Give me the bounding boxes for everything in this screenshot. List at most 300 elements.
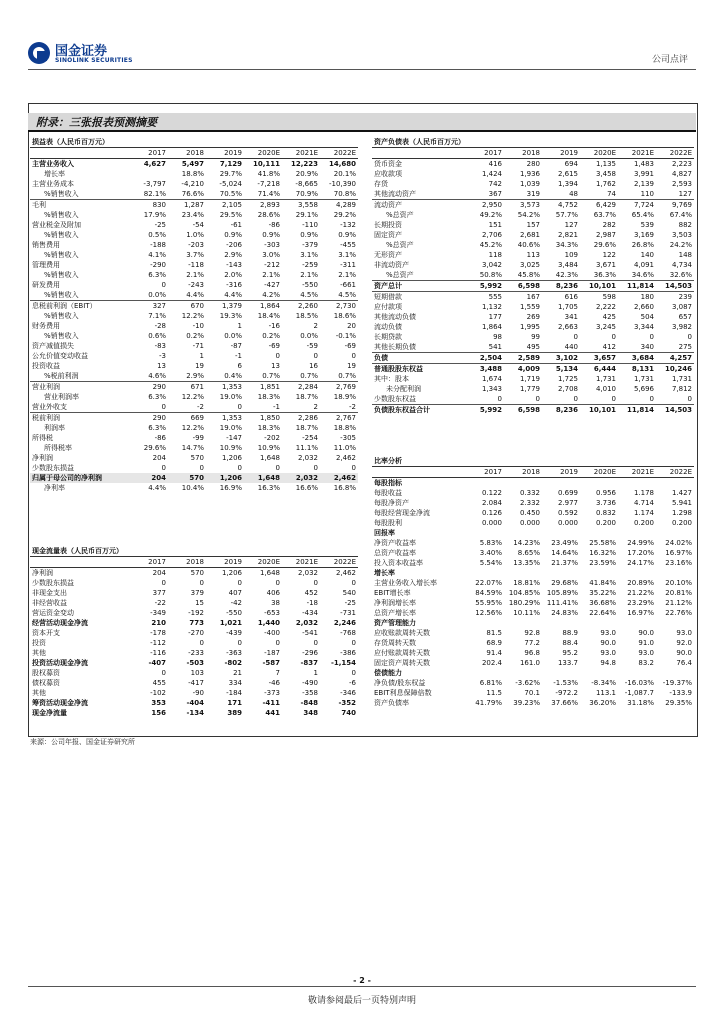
table-row — [30, 189, 358, 200]
table-row — [372, 578, 694, 588]
row-value: -87 — [230, 342, 242, 350]
row-value: 122 — [602, 251, 616, 259]
table-row — [30, 678, 358, 688]
row-value: 4,734 — [671, 261, 692, 269]
table-row — [30, 260, 358, 270]
row-value: 171 — [227, 699, 242, 707]
row-value: -143 — [226, 261, 242, 269]
year-header: 2018 — [168, 557, 206, 568]
row-value: 3.1% — [338, 251, 356, 259]
row-value: 18.81% — [513, 579, 540, 587]
row-value: -71 — [192, 342, 204, 350]
ratio-analysis — [372, 456, 694, 708]
table-row — [372, 608, 694, 618]
row-value: 1,779 — [519, 385, 540, 393]
table-row — [372, 558, 694, 568]
row-value: 22.76% — [665, 609, 692, 617]
row-value: 0 — [542, 394, 580, 405]
row-value: 0.4% — [206, 371, 244, 382]
row-value: -346 — [340, 689, 356, 697]
row-value: -8.34% — [591, 679, 616, 687]
table-row — [372, 220, 694, 230]
table-row — [372, 250, 694, 260]
row-value: 10.4% — [181, 484, 204, 492]
row-value: 4,827 — [671, 170, 692, 178]
row-value: 2,139 — [633, 180, 654, 188]
row-value: -4,210 — [181, 180, 204, 188]
row-label: 主营业务收入 — [32, 160, 74, 168]
income-heading: 损益表（人民币百万元） — [30, 137, 358, 148]
row-value: 1,379 — [221, 302, 242, 310]
ratio-group-row — [372, 528, 694, 538]
row-value: -134 — [186, 709, 204, 717]
row-value: 1,762 — [595, 180, 616, 188]
row-label: 资产总计 — [372, 281, 466, 292]
row-value: 156 — [151, 709, 166, 717]
row-value: 3.7% — [186, 251, 204, 259]
row-value: 8,131 — [631, 365, 654, 373]
row-value: 4.714 — [633, 499, 654, 507]
row-value: 2,769 — [335, 383, 356, 391]
row-value: 10.9% — [219, 444, 242, 452]
row-value: 18.8% — [333, 424, 356, 432]
row-value: 36.68% — [589, 599, 616, 607]
row-value: 29.1% — [295, 211, 318, 219]
table-row — [30, 443, 358, 453]
row-value: 2,681 — [519, 231, 540, 239]
table-row — [372, 159, 694, 170]
row-value: 2,032 — [295, 619, 318, 627]
row-value: 36.20% — [589, 699, 616, 707]
row-value: 0 — [504, 394, 542, 405]
row-label: 固定资产周转天数 — [374, 659, 430, 667]
row-value: 26.8% — [631, 241, 654, 249]
row-label: 存货周转天数 — [374, 639, 416, 647]
ratios-heading: 比率分析 — [372, 456, 694, 467]
row-value: 0 — [130, 402, 168, 413]
row-value: 4,752 — [557, 201, 578, 209]
row-value: 0.699 — [557, 489, 578, 497]
row-value: 1,424 — [481, 170, 502, 178]
row-value: -290 — [150, 261, 166, 269]
table-row — [30, 648, 358, 658]
table-row — [30, 341, 358, 351]
row-value: -46 — [268, 679, 280, 687]
row-value: -455 — [340, 241, 356, 249]
table-row — [372, 302, 694, 312]
row-label: 少数股东损益 — [32, 579, 74, 587]
row-value: -6 — [349, 679, 356, 687]
row-label: 营业外收支 — [30, 402, 130, 413]
row-value: 441 — [265, 709, 280, 717]
row-value: 92.8 — [524, 629, 540, 637]
row-value: 1 — [313, 669, 318, 677]
year-header: 2018 — [168, 148, 206, 159]
row-value: 7.1% — [148, 312, 166, 320]
row-value: 2.332 — [519, 499, 540, 507]
row-label: 股权募资 — [32, 669, 60, 677]
row-value: 13.35% — [513, 559, 540, 567]
row-value: 353 — [151, 699, 166, 707]
row-value: 0.0% — [300, 332, 318, 340]
row-value: -400 — [264, 629, 280, 637]
row-value: 1,936 — [519, 170, 540, 178]
row-value: 0 — [351, 669, 356, 677]
row-value: 280 — [526, 160, 540, 168]
row-value: 1.298 — [671, 509, 692, 517]
row-label: 现金净流量 — [32, 709, 67, 717]
row-value: -42 — [230, 599, 242, 607]
row-value: 1,132 — [481, 303, 502, 311]
year-header: 2018 — [504, 148, 542, 159]
row-value: 41.79% — [475, 699, 502, 707]
row-value: 10,246 — [664, 365, 692, 373]
row-value: -86 — [268, 221, 280, 229]
row-value: 94.8 — [600, 659, 616, 667]
row-value: 6,429 — [595, 201, 616, 209]
row-label: 普通股股东权益 — [374, 365, 423, 373]
row-value: 3,503 — [671, 231, 692, 239]
row-label: %总资产 — [386, 241, 414, 249]
row-label: 应收账款周转天数 — [374, 629, 430, 637]
row-value: 3,042 — [481, 261, 502, 269]
row-value: 1.174 — [633, 509, 654, 517]
row-value: 0.9% — [224, 231, 242, 239]
row-value: 90.0 — [676, 649, 692, 657]
row-value: 109 — [564, 251, 578, 259]
row-value: 49.2% — [479, 211, 502, 219]
row-value: 32.6% — [656, 270, 694, 281]
row-label: 其他 — [32, 649, 46, 657]
row-value: -373 — [264, 689, 280, 697]
table-row — [30, 413, 358, 424]
row-value: 2,589 — [504, 353, 542, 364]
row-value: 2,032 — [282, 473, 320, 483]
ratio-group-row — [372, 618, 694, 628]
row-value: 2.1% — [262, 271, 280, 279]
row-value: -192 — [188, 609, 204, 617]
row-value: 539 — [640, 221, 654, 229]
table-row — [372, 688, 694, 698]
row-value: 2,032 — [297, 569, 318, 577]
row-value: 16.32% — [589, 549, 616, 557]
year-header-blank — [372, 148, 466, 159]
row-value: 0 — [313, 352, 318, 360]
row-label: 其他 — [32, 689, 46, 697]
row-value: 4,289 — [335, 201, 356, 209]
row-value: -358 — [302, 689, 318, 697]
row-value: 0.7% — [282, 371, 320, 382]
row-value: 113 — [526, 251, 540, 259]
row-value: -386 — [340, 649, 356, 657]
row-label: %销售收入 — [44, 251, 79, 259]
table-row — [372, 169, 694, 179]
row-value: 3,573 — [519, 201, 540, 209]
row-value: 1,705 — [557, 303, 578, 311]
ratio-group-row — [372, 568, 694, 578]
row-value: 0.6% — [148, 332, 166, 340]
row-value: 4.5% — [320, 290, 358, 301]
logo-text-cn: 国金证券 — [55, 44, 108, 59]
row-value: 23.29% — [627, 599, 654, 607]
table-row — [372, 498, 694, 508]
row-value: 452 — [304, 589, 318, 597]
row-value: 0 — [199, 579, 204, 587]
row-value: 0.200 — [633, 519, 654, 527]
table-row — [372, 698, 694, 708]
row-value: 2 — [282, 402, 320, 413]
row-value: 0.450 — [519, 509, 540, 517]
row-value: 2,821 — [557, 231, 578, 239]
row-value: 151 — [488, 221, 502, 229]
row-value: -363 — [226, 649, 242, 657]
row-value: 88.9 — [562, 629, 578, 637]
row-value: -8,665 — [295, 180, 318, 188]
row-label: 归属于母公司的净利润 — [30, 473, 130, 483]
row-label: 负债 — [372, 353, 466, 364]
row-value: -427 — [264, 281, 280, 289]
row-value: 3,169 — [633, 231, 654, 239]
table-row — [30, 708, 358, 718]
row-value: 6.3% — [148, 271, 166, 279]
row-value: 18.7% — [295, 393, 318, 401]
row-value: 7,129 — [219, 160, 242, 168]
row-value: -1,154 — [330, 659, 356, 667]
row-value: 2,893 — [259, 201, 280, 209]
row-value: 0 — [237, 639, 242, 647]
row-value: 7,724 — [633, 201, 654, 209]
row-value: 0 — [351, 352, 356, 360]
row-value: 0.122 — [481, 489, 502, 497]
row-value: 3,484 — [557, 261, 578, 269]
row-value: -233 — [188, 649, 204, 657]
row-value: 2,105 — [221, 201, 242, 209]
row-value: 425 — [602, 313, 616, 321]
row-value: 440 — [542, 342, 580, 353]
row-value: 16 — [309, 362, 318, 370]
row-value: 8,236 — [555, 406, 578, 414]
row-value: 0.332 — [519, 489, 540, 497]
table-row — [372, 548, 694, 558]
row-value: 2,767 — [335, 414, 356, 422]
row-label: %总资产 — [386, 211, 414, 219]
row-value: -3.62% — [515, 679, 540, 687]
table-row — [30, 588, 358, 598]
row-value: 42.3% — [542, 270, 580, 281]
row-value: -28 — [154, 322, 166, 330]
row-label: 净利率 — [44, 484, 65, 492]
row-value: 3,344 — [633, 323, 654, 331]
row-value: -5,024 — [219, 180, 242, 188]
row-label: 营业税金及附加 — [32, 221, 81, 229]
row-label: 非现金支出 — [32, 589, 67, 597]
row-value: -7,218 — [257, 180, 280, 188]
year-header-blank — [30, 148, 130, 159]
year-header: 2022E — [656, 148, 694, 159]
row-value: 4.4% — [206, 290, 244, 301]
row-value: 1,206 — [206, 473, 244, 483]
row-value: 118 — [488, 251, 502, 259]
table-row — [372, 312, 694, 322]
row-value: 0.832 — [595, 509, 616, 517]
row-value: 740 — [341, 709, 356, 717]
year-header: 2017 — [130, 148, 168, 159]
row-label: 非经营收益 — [32, 599, 67, 607]
year-header: 2021E — [282, 148, 320, 159]
table-row — [30, 618, 358, 628]
row-value: 348 — [303, 709, 318, 717]
table-row — [372, 270, 694, 281]
row-value: -848 — [300, 699, 318, 707]
row-label: 所得税 — [32, 434, 53, 442]
row-label: 增长率 — [44, 170, 65, 178]
row-value: 48 — [542, 189, 580, 200]
row-value: 63.7% — [593, 211, 616, 219]
table-row — [372, 210, 694, 220]
row-value: 1,731 — [671, 375, 692, 383]
ratio-group-title: 回报率 — [374, 529, 395, 537]
row-value: 1 — [199, 352, 204, 360]
row-label: 息税前利润（EBIT） — [32, 302, 97, 310]
year-header: 2022E — [320, 557, 358, 568]
row-label: 净负债/股东权益 — [374, 679, 426, 687]
row-value: 1,021 — [219, 619, 242, 627]
row-value: 2,246 — [333, 619, 356, 627]
table-row — [372, 598, 694, 608]
row-value: -69 — [268, 342, 280, 350]
row-label: %销售收入 — [44, 312, 79, 320]
row-value: -1 — [244, 402, 282, 413]
row-value: 25.58% — [589, 539, 616, 547]
table-row — [372, 200, 694, 211]
row-value: 98 — [493, 333, 502, 341]
row-value: 340 — [618, 342, 656, 353]
row-value: 18.8% — [181, 170, 204, 178]
row-value: 13 — [157, 362, 166, 370]
row-value: -407 — [148, 659, 166, 667]
row-value: 29.2% — [333, 211, 356, 219]
row-value: 570 — [190, 454, 204, 462]
row-value: 29.35% — [665, 699, 692, 707]
row-value: 0.9% — [262, 231, 280, 239]
row-value: 416 — [488, 160, 502, 168]
row-value: 3,245 — [595, 323, 616, 331]
row-label: 应付账款周转天数 — [374, 649, 430, 657]
row-value: 1,206 — [221, 569, 242, 577]
row-value: 6.3% — [148, 424, 166, 432]
row-value: 24.17% — [627, 559, 654, 567]
row-value: 290 — [152, 383, 166, 391]
ratio-group-title: 资产管理能力 — [374, 619, 416, 627]
row-value: 45.8% — [504, 270, 542, 281]
table-row — [372, 384, 694, 394]
row-value: 0 — [199, 464, 204, 472]
table-row — [372, 394, 694, 405]
row-value: 1,353 — [221, 414, 242, 422]
row-label: 净资产收益率 — [374, 539, 416, 547]
row-value: 20.81% — [665, 589, 692, 597]
row-value: -404 — [186, 699, 204, 707]
row-value: -25 — [344, 599, 356, 607]
row-value: 0 — [161, 464, 166, 472]
row-label: 长期投资 — [374, 221, 402, 229]
row-value: 1,483 — [633, 160, 654, 168]
row-value: 16.8% — [333, 484, 356, 492]
table-row — [30, 453, 358, 463]
row-value: 99 — [531, 333, 540, 341]
row-value: 1,440 — [257, 619, 280, 627]
row-value: 24.99% — [627, 539, 654, 547]
row-value: 76.4 — [676, 659, 692, 667]
year-header: 2018 — [504, 467, 542, 478]
row-value: 2,462 — [335, 569, 356, 577]
row-value: -69 — [344, 342, 356, 350]
row-label: 净利润增长率 — [374, 599, 416, 607]
row-value: 23.4% — [181, 211, 204, 219]
row-value: 157 — [526, 221, 540, 229]
table-row — [30, 351, 358, 361]
row-value: 2,222 — [595, 303, 616, 311]
logo-mark-icon — [28, 42, 50, 64]
row-value: 570 — [190, 569, 204, 577]
row-label: 财务费用 — [32, 322, 60, 330]
row-value: -243 — [188, 281, 204, 289]
ratio-group-title: 每股指标 — [374, 479, 402, 487]
row-value: 2.977 — [557, 499, 578, 507]
row-value: -102 — [150, 689, 166, 697]
row-value: -18 — [306, 599, 318, 607]
row-value: 23.59% — [589, 559, 616, 567]
row-label: 货币资金 — [374, 160, 402, 168]
row-value: -316 — [226, 281, 242, 289]
row-value: 0.126 — [481, 509, 502, 517]
row-value: 2,730 — [335, 302, 356, 310]
row-value: 1,648 — [259, 569, 280, 577]
row-value: 3,684 — [618, 353, 656, 364]
table-row — [30, 628, 358, 638]
row-value: 5.83% — [479, 539, 502, 547]
row-value: 95.2 — [562, 649, 578, 657]
row-label: 存货 — [374, 180, 388, 188]
row-value: -99 — [192, 434, 204, 442]
table-row — [30, 179, 358, 189]
row-value: -16.03% — [624, 679, 654, 687]
row-value: 81.5 — [486, 629, 502, 637]
row-value: -503 — [186, 659, 204, 667]
row-value: 3,982 — [671, 323, 692, 331]
table-row — [30, 423, 358, 433]
row-label: 筹资活动现金净流 — [32, 699, 88, 707]
year-header: 2020E — [580, 148, 618, 159]
row-label: 流动资产 — [374, 201, 402, 209]
row-value: 14.7% — [181, 444, 204, 452]
row-label: 营业利润 — [32, 383, 60, 391]
row-value: 0.7% — [320, 371, 358, 382]
row-value: 504 — [640, 313, 654, 321]
table-row — [30, 371, 358, 382]
row-value: 290 — [152, 414, 166, 422]
row-value: 23.16% — [665, 559, 692, 567]
row-label: 其他流动资产 — [372, 189, 466, 200]
row-value: 17.9% — [143, 211, 166, 219]
disclaimer: 敬请参阅最后一页特别声明 — [307, 996, 416, 1006]
row-value: -116 — [150, 649, 166, 657]
row-value: 3,025 — [519, 261, 540, 269]
row-value: -439 — [226, 629, 242, 637]
row-label: 经营活动现金净流 — [32, 619, 88, 627]
row-value: 19 — [347, 362, 356, 370]
cashflow-statement — [30, 546, 358, 718]
